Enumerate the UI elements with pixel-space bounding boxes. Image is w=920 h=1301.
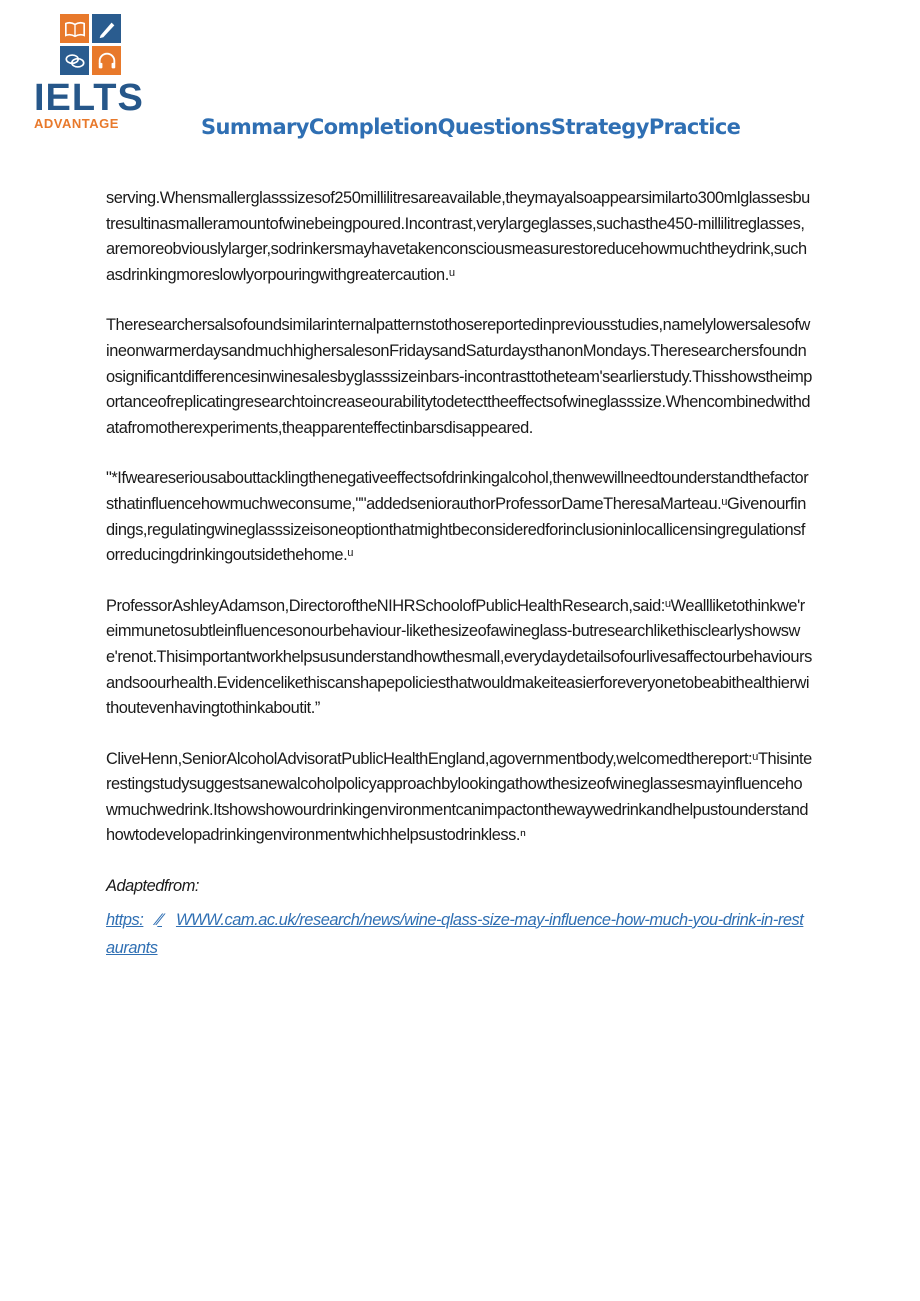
source-link[interactable] — [106, 906, 812, 962]
paragraph: CliveHenn,SeniorAlcoholAdvisoratPublicHealthEngland,agovernmentbody,welcomedthereport:ᵘThisinterestingstudysuggestsanewalcoholpolicyapproachbylookingathowthesizeofwineglassesmayinfluencehowmuchwedrink.Itshowshowourdrinkingenvironmentcanimpactonthewaywedrinkandhelpustounderstandhowtodevelopadrinkingenvironmentwhichhelpsustodrinkless.ⁿ — [106, 749, 812, 845]
paragraph: serving.Whensmallerglasssizesof250millilitresareavailable,theymayalsoappearsimilarto300mlglassesbutresultinasmalleramountofwinebeingpoured.Incontrast,verylargeglasses,suchasthe450-millilitreglasses,aremoreobviouslylarger,sodrinkersmayhavetakenconsciousmeasurestoreducehowmuchtheydrink,suchasdrinkingmoreslowlyorpouringwithgreatercaution.ᵘ — [106, 189, 810, 284]
pencil-icon — [92, 14, 121, 43]
logo-wordmark: IELTS — [34, 77, 144, 119]
logo-subtitle: ADVANTAGE — [34, 116, 119, 131]
source-label: Adaptedfrom: — [106, 877, 199, 896]
speech-bubbles-icon — [60, 46, 89, 75]
source-link-path: WWW.cam.ac.uk/research/news/wine-qlass-size-may-influence-how-much-you-drink-in-restaurants — [106, 910, 804, 957]
book-icon — [60, 14, 89, 43]
paragraph: ProfessorAshleyAdamson,DirectoroftheNIHRSchoolofPublicHealthResearch,said:ᵘWeallliketothinkwe'reimmunetosubtleinfluencesonourbehaviour-likethesizeofawineglass-butresearchlikethisclearlyshowswe'renot.Thisimportantworkhelpsusunderstandhowthesmall,everydaydetailsofourlivesaffectourbehavioursandsoourhealth.Evidencelikethiscanshapepoliciesthatwouldmakeiteasierforeveryonetobeabithealthierwithoutevenhavingtothinkaboutit.” — [106, 596, 812, 718]
page-title: SummaryCompletionQuestionsStrategyPractice — [201, 115, 741, 139]
source-link-prefix: https: — [106, 910, 144, 929]
logo-icon-grid — [60, 14, 149, 75]
article-body — [106, 186, 812, 962]
paragraph: Theresearchersalsofoundsimilarinternalpatternstothosereportedinpreviousstudies,namelylowersalesofwineonwarmerdaysandmuchhighersalesonFridaysandSaturdaysthanonMondays.Theresearchersfoundnosignificantdifferencesinwinesalesbyglasssizeinbars-incontrasttotheteam'searlierstudy.Thisshowstheimportanceofreplicatingresearchtoincreaseourabilitytodetecttheeffectsofwineglasssize.Whencombinedwithdatafromotherexperiments,theapparenteffectinbarsdisappeared. — [106, 316, 812, 437]
source-link-slash: ⁄⁄ — [157, 910, 162, 929]
headphones-icon — [92, 46, 121, 75]
ielts-advantage-logo — [34, 14, 149, 131]
paragraph: ʺ*Ifweareseriousabouttacklingthenegativeeffectsofdrinkingalcohol,thenwewillneedtounderstandthefactorsthatinfluencehowmuchweconsume,ʺʺaddedseniorauthorProfessorDameTheresaMarteau.ᵘGivenourfindings,regulatingwineglasssizeisoneoptionthatmightbeconsideredforinclusioninlocallicensingregulationsforreducingdrinkingoutsidethehome.ᵘ — [106, 469, 809, 565]
